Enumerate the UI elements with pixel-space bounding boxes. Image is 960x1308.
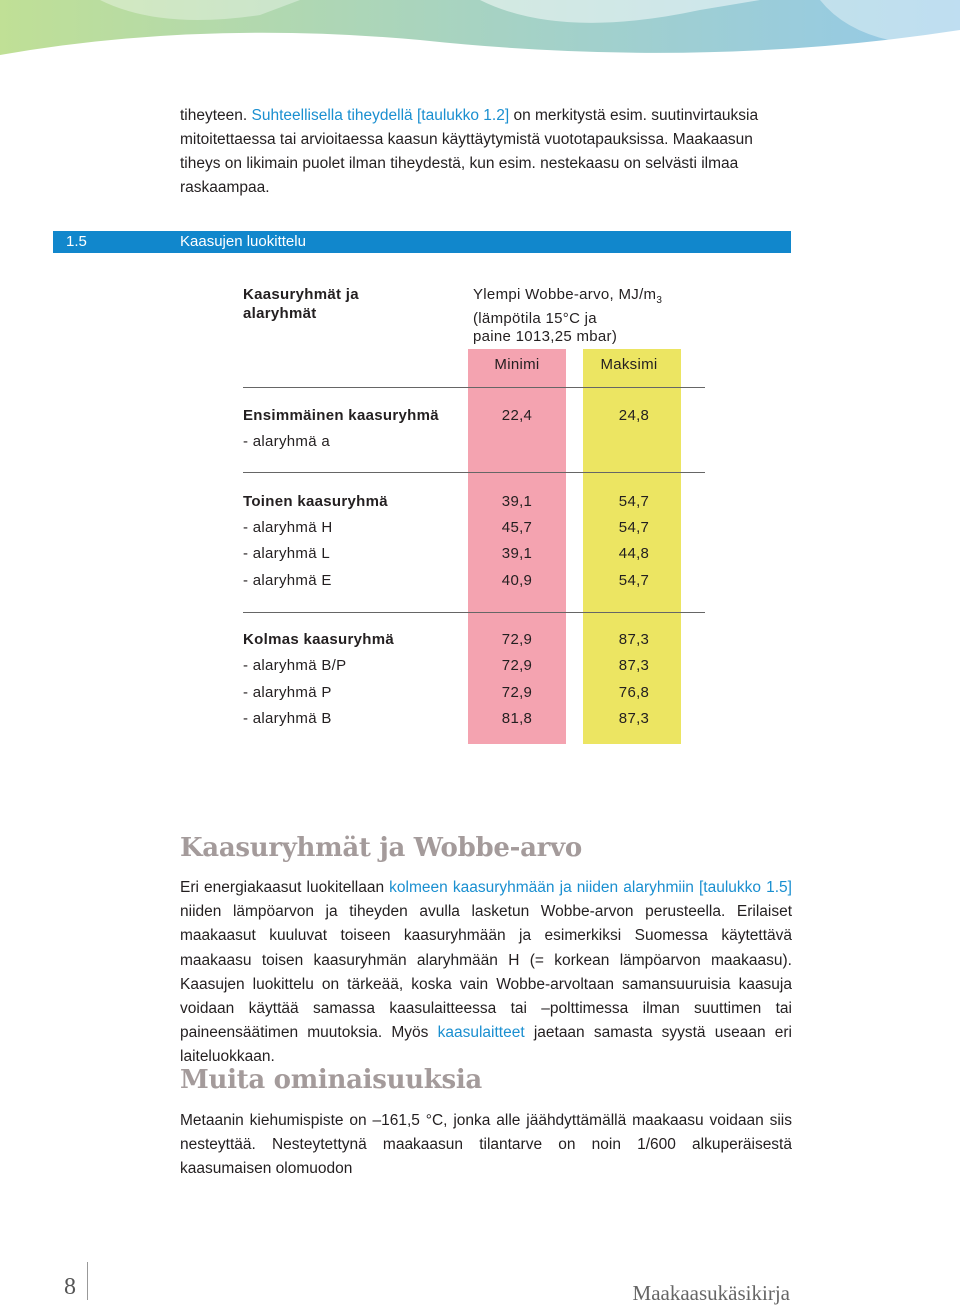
group-min: 39,1 [501, 493, 533, 510]
group-name: Ensimmäinen kaasuryhmä [243, 407, 439, 424]
subgroup-name: - alaryhmä E [243, 572, 332, 589]
gas-appliances-link[interactable]: kaasulaitteet [437, 1024, 525, 1042]
footer-divider [87, 1262, 88, 1300]
group-min: 72,9 [501, 631, 533, 648]
subgroup-name: - alaryhmä B [243, 710, 332, 727]
subgroup-max: 87,3 [618, 710, 650, 727]
subgroup-max: 54,7 [618, 572, 650, 589]
subgroup-name: - alaryhmä a [243, 433, 330, 450]
subgroup-name: - alaryhmä L [243, 545, 330, 562]
subgroup-max: 54,7 [618, 519, 650, 536]
header-decoration [0, 0, 960, 80]
table-reference-link[interactable]: Suhteellisella tiheydellä [taulukko 1.2] [251, 107, 510, 124]
paragraph-other-properties: Metaanin kiehumispiste on –161,5 °C, jonka alle jäähdyttämällä maakaasu voidaan siis nesteyttää. Nesteytettynä maakaasun tilantarve on noin 1/600 alkuperäisestä kaasumaisen olomuodon [180, 1112, 792, 1178]
group-max: 24,8 [618, 407, 650, 424]
group-name: Toinen kaasuryhmä [243, 493, 388, 510]
subgroup-min: 72,9 [501, 684, 533, 701]
column-header-max: Maksimi [600, 356, 658, 373]
subgroup-min: 45,7 [501, 519, 533, 536]
subgroup-max: 76,8 [618, 684, 650, 701]
subgroup-min: 39,1 [501, 545, 533, 562]
subgroup-name: - alaryhmä H [243, 519, 333, 536]
paragraph-wobbe: Eri energiakaasut luokitellaan kolmeen kaasuryhmään ja niiden alaryhmiin [taulukko 1.5] niiden lämpöarvon ja tiheyden avulla lasketun Wobbe-arvon perusteella. Erilaiset maakaasut kuuluvat toiseen kaasuryhmään ja esimerkiksi Suomessa käytettävä maakaasu toisen kaasuryhmän alaryhmään H (= korkean lämpöarvon maakaasu). Kaasujen luokittelu on tärkeää, koska vain Wobbe-arvoltaan samansuuruisia kaasuja voidaan käyttää samassa kaasulaitteessa tai –polttimessa ilman suuttimen tai paineensäätimen muutoksia. Myös kaasulaitteet jaetaan samasta syystä useaan eri laiteluokkaan. [180, 879, 793, 1066]
group-min: 22,4 [501, 407, 533, 424]
group-max: 87,3 [618, 631, 650, 648]
table-header-wobbe: Ylempi Wobbe-arvo, $MJ/m_3$ (lämpötila 15°C ja paine 1013,25 mbar) [473, 286, 663, 345]
table-divider [243, 387, 705, 388]
subgroup-min: 72,9 [501, 657, 533, 674]
gas-groups-link[interactable]: kolmeen kaasuryhmään ja niiden alaryhmiin [taulukko 1.5] [389, 879, 792, 896]
heading-wobbe: Kaasuryhmät ja Wobbe-arvo [180, 833, 582, 863]
page-number: 8 [64, 1274, 76, 1300]
subgroup-max: 44,8 [618, 545, 650, 562]
subgroup-name: - alaryhmä P [243, 684, 332, 701]
subgroup-min: 81,8 [501, 710, 533, 727]
section-number: 1.5 [66, 233, 87, 250]
section-header-bar [53, 231, 791, 253]
intro-paragraph: tiheyteen. Suhteellisella tiheydellä [taulukko 1.2] on merkitystä esim. suutinvirtauksia mitoitettaessa tai arvioitaessa kaasun käyttäytymistä vuototapauksissa. Maakaasun tiheys on likimain puolet ilman tiheydestä, kun esim. nestekaasu on selvästi ilmaa raskaampaa. [180, 107, 759, 196]
table-header-groups: Kaasuryhmät ja alaryhmät [243, 286, 359, 322]
table-divider [243, 612, 705, 613]
group-name: Kolmas kaasuryhmä [243, 631, 395, 648]
section-title: Kaasujen luokittelu [180, 233, 306, 250]
heading-other-properties: Muita ominaisuuksia [180, 1065, 482, 1095]
subgroup-name: - alaryhmä B/P [243, 657, 347, 674]
subgroup-min: 40,9 [501, 572, 533, 589]
table-divider [243, 472, 705, 473]
column-header-min: Minimi [494, 356, 540, 373]
footer-title: Maakaasukäsikirja [632, 1281, 790, 1305]
subgroup-max: 87,3 [618, 657, 650, 674]
group-max: 54,7 [618, 493, 650, 510]
